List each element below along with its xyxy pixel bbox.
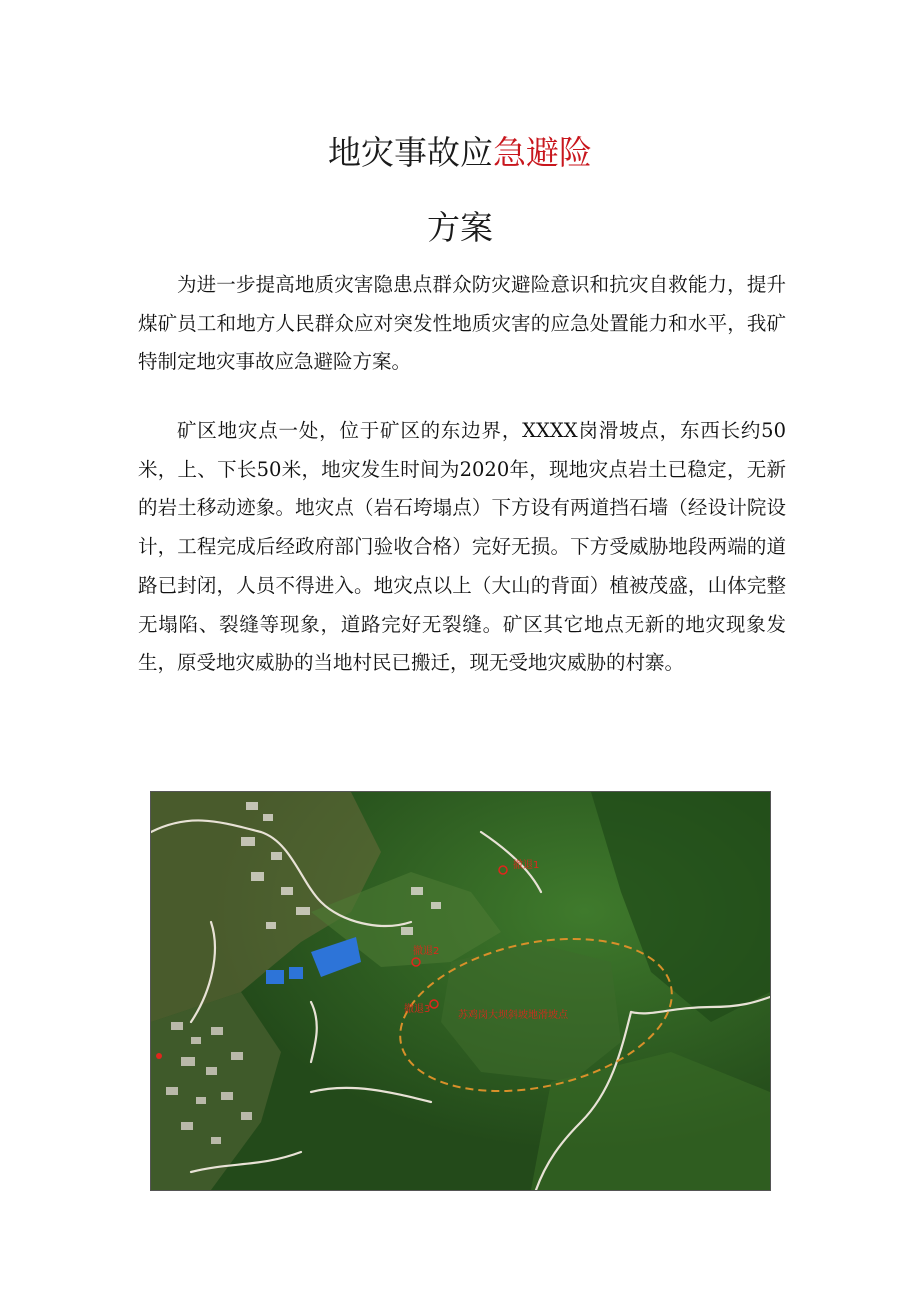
paragraph-intro: 为进一步提高地质灾害隐患点群众防灾避险意识和抗灾自救能力，提升煤矿员工和地方人民群众应对突发性地质灾害的应急处置能力和水平，我矿特制定地灾事故应急避险方案。	[138, 273, 786, 374]
satellite-map-svg	[151, 792, 770, 1190]
map-label-landslide: 苏鸡岗大坝斜坡地滑坡点	[458, 1010, 568, 1021]
title-red-part: 急避险	[493, 133, 592, 172]
map-label-retreat1: 撤退1	[513, 860, 540, 871]
paragraph-site-description: 矿区地灾点一处，位于矿区的东边界，XXXX岗滑坡点，东西长约50米，上、下长50米，地灾发生时间为2020年，现地灾点岩土已稳定，无新的岩土移动迹象。地灾点（岩石垮塌点）下方设有两道挡石墙（经设计院设计，工程完成后经政府部门验收合格）完好无损。下方受威胁地段两端的道路已封闭，人员不得进入。地灾点以上（大山的背面）植被茂盛，山体完整无塌陷、裂缝等现象，道路完好无裂缝。矿区其它地点无新的地灾现象发生，原受地灾威胁的当地村民已搬迁，现无受地灾威胁的村寨。	[138, 419, 786, 675]
satellite-map-image	[150, 791, 771, 1191]
map-red-dot	[156, 1053, 162, 1059]
page-title-line1	[0, 128, 920, 178]
title-black-part: 地灾事故应	[328, 133, 493, 172]
map-label-retreat2: 撤退2	[413, 946, 440, 957]
page-title-line2: 方案	[427, 208, 493, 247]
map-label-retreat3: 撤退3	[404, 1004, 431, 1015]
